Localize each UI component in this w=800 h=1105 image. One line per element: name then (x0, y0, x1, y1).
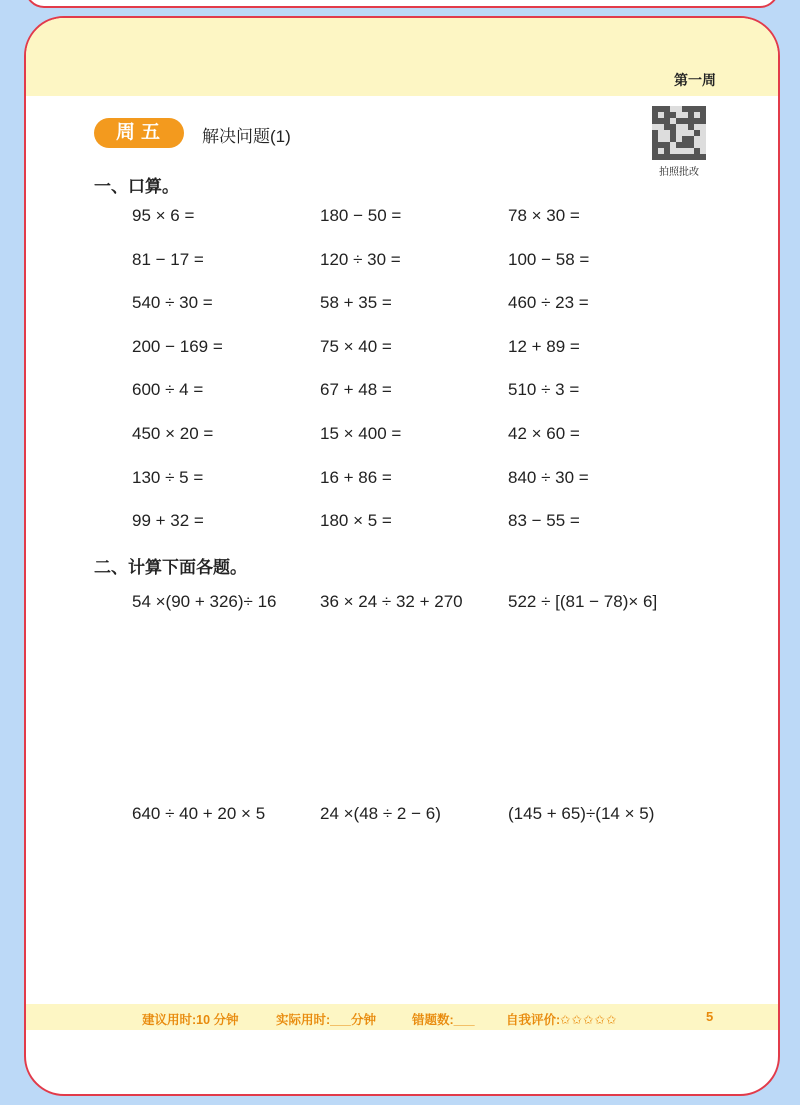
page-number: 5 (706, 1009, 714, 1024)
oral-problem: 450 × 20 = (132, 423, 214, 443)
oral-problem: 460 ÷ 23 = (508, 293, 589, 313)
calc-row-1 (132, 590, 752, 614)
calc-problem: (145 + 65)÷(14 × 5) (508, 804, 655, 823)
oral-problem: 120 ÷ 30 = (320, 249, 401, 269)
oral-problem: 75 × 40 = (320, 336, 392, 356)
calc-problem: 54 ×(90 + 326)÷ 16 (132, 592, 277, 611)
rating-stars-icon[interactable]: ✩✩✩✩✩ (560, 1013, 618, 1027)
oral-problem: 12 + 89 = (508, 336, 580, 356)
oral-problem: 67 + 48 = (320, 380, 392, 400)
calc-problem: 522 ÷ [(81 − 78)× 6] (508, 592, 658, 611)
error-count: 错题数:___ (412, 1013, 475, 1027)
header-band (26, 18, 778, 96)
section-oral-title: 一、口算。 (94, 177, 179, 196)
calc-row-2 (132, 802, 752, 826)
qr-code-block[interactable] (650, 106, 708, 182)
calc-problem: 36 × 24 ÷ 32 + 270 (320, 592, 463, 611)
oral-problem: 180 − 50 = (320, 206, 402, 225)
oral-problem: 840 ÷ 30 = (508, 467, 589, 487)
oral-problem: 15 × 400 = (320, 423, 402, 443)
oral-problem: 78 × 30 = (508, 206, 580, 225)
week-label: 第一周 (674, 72, 716, 88)
oral-problem: 58 + 35 = (320, 293, 392, 313)
oral-problem: 600 ÷ 4 = (132, 380, 204, 400)
self-eval-label: 自我评价: (506, 1013, 561, 1027)
self-evaluation (506, 1010, 618, 1028)
footer-band (26, 1004, 778, 1030)
oral-problem: 83 − 55 = (508, 511, 580, 531)
oral-problem: 510 ÷ 3 = (508, 380, 580, 400)
oral-problem: 180 × 5 = (320, 511, 392, 531)
qr-code-icon[interactable] (652, 106, 706, 160)
oral-problem: 81 − 17 = (132, 249, 204, 269)
oral-problem-grid (132, 204, 732, 553)
worksheet-page (24, 16, 780, 1096)
day-badge: 周五 (94, 118, 184, 148)
oral-problem: 130 ÷ 5 = (132, 467, 204, 487)
oral-problem: 95 × 6 = (132, 206, 195, 225)
section-calc-title: 二、计算下面各题。 (94, 558, 247, 577)
qr-cell (700, 154, 706, 160)
calc-problem: 24 ×(48 ÷ 2 − 6) (320, 804, 441, 823)
oral-problem: 540 ÷ 30 = (132, 293, 213, 313)
actual-time: 实际用时:___分钟 (276, 1013, 377, 1027)
oral-problem: 200 − 169 = (132, 336, 223, 356)
calc-problem: 640 ÷ 40 + 20 × 5 (132, 804, 266, 823)
previous-page-edge (25, 0, 779, 8)
suggested-time: 建议用时:10 分钟 (142, 1013, 239, 1027)
oral-problem: 100 − 58 = (508, 249, 590, 269)
oral-problem: 42 × 60 = (508, 423, 580, 443)
oral-problem: 16 + 86 = (320, 467, 392, 487)
lesson-title: 解决问题(1) (202, 127, 291, 146)
oral-problem: 99 + 32 = (132, 511, 204, 531)
qr-caption: 拍照批改 (659, 167, 699, 178)
